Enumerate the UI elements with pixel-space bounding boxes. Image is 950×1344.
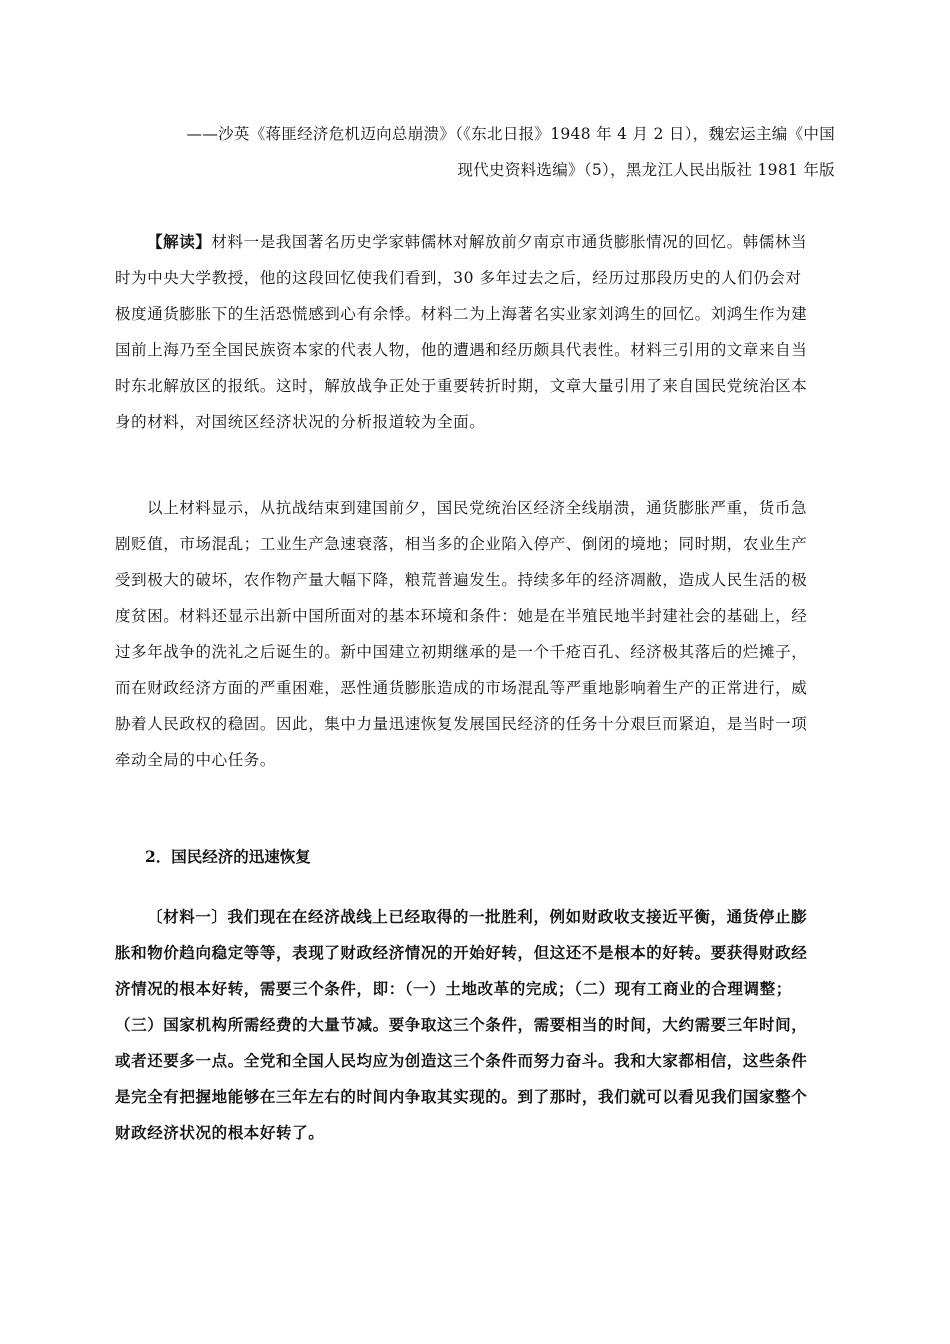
paragraph-line: 或者还要多一点。全党和全国人民均应为创造这三个条件而努力奋斗。我和大家都相信，这些条件 bbox=[115, 1051, 808, 1070]
paragraph-line: 牵动全局的中心任务。 bbox=[115, 751, 277, 769]
paragraph-line: 国前上海乃至全国民族资本家的代表人物，他的遭遇和经历颇具代表性。材料三引用的文章来自当 bbox=[115, 341, 808, 359]
paragraph-line: （三）国家机构所需经费的大量节减。要争取这三个条件，需要相当的时间，大约需要三年时间， bbox=[115, 1015, 808, 1034]
paragraph-line: 剧贬值，市场混乱；工业生产急速衰落，相当多的企业陷入停产、倒闭的境地；同时期，农业生产 bbox=[115, 535, 808, 553]
paragraph-line: 财政经济状况的根本好转了。 bbox=[115, 1123, 325, 1142]
paragraph-line: 度贫困。材料还显示出新中国所面对的基本环境和条件：她是在半殖民地半封建社会的基础上，经 bbox=[115, 607, 808, 625]
paragraph-line: 而在财政经济方面的严重困难，恶性通货膨胀造成的市场混乱等严重地影响着生产的正常进行，威 bbox=[115, 679, 808, 697]
paragraph-line: 受到极大的破坏，农作物产量大幅下降，粮荒普遍发生。持续多年的经济凋敝，造成人民生活的极 bbox=[115, 571, 808, 589]
section-heading: 2．国民经济的迅速恢复 bbox=[145, 847, 311, 866]
paragraph-line: 是完全有把握地能够在三年左右的时间内争取其实现的。到了那时，我们就可以看见我们国家整个 bbox=[115, 1087, 808, 1106]
material-one-paragraph bbox=[115, 899, 835, 1151]
paragraph-line: 过多年战争的洗礼之后诞生的。新中国建立初期继承的是一个千疮百孔、经济极其落后的烂摊子， bbox=[115, 643, 808, 661]
citation-line: ——沙英《蒋匪经济危机迈向总崩溃》（《东北日报》1948 年 4 月 2 日），魏宏运主编《中国 bbox=[186, 125, 835, 143]
source-citation bbox=[115, 116, 835, 188]
paragraph-line: 身的材料，对国统区经济状况的分析报道较为全面。 bbox=[115, 413, 486, 431]
paragraph-line: 〔材料一〕我们现在在经济战线上已经取得的一批胜利，例如财政收支接近平衡，通货停止膨 bbox=[147, 907, 808, 926]
paragraph-line: 胁着人民政权的稳固。因此，集中力量迅速恢复发展国民经济的任务十分艰巨而紧迫，是当时一项 bbox=[115, 715, 808, 733]
interpretation-text: 材料一是我国著名历史学家韩儒林对解放前夕南京市通货膨胀情况的回忆。韩儒林当 bbox=[211, 233, 808, 251]
paragraph-line: 胀和物价趋向稳定等等，表现了财政经济情况的开始好转，但这还不是根本的好转。要获得财政经 bbox=[115, 943, 808, 962]
paragraph-line: 时东北解放区的报纸。这时，解放战争正处于重要转折时期，文章大量引用了来自国民党统治区本 bbox=[115, 377, 808, 395]
summary-paragraph bbox=[115, 490, 835, 778]
citation-line: 现代史资料选编》（5），黑龙江人民出版社 1981 年版 bbox=[457, 161, 835, 179]
paragraph-line: 以上材料显示，从抗战结束到建国前夕，国民党统治区经济全线崩溃，通货膨胀严重，货币急 bbox=[147, 499, 808, 517]
interpretation-label: 【解读】 bbox=[147, 232, 212, 251]
paragraph-line bbox=[115, 224, 835, 260]
interpretation-paragraph bbox=[115, 224, 835, 440]
paragraph-line: 极度通货膨胀下的生活恐慌感到心有余悸。材料二为上海著名实业家刘鸿生的回忆。刘鸿生作为建 bbox=[115, 305, 808, 323]
paragraph-line: 时为中央大学教授，他的这段回忆使我们看到，30 多年过去之后，经历过那段历史的人们仍会对 bbox=[115, 269, 802, 287]
paragraph-line: 济情况的根本好转，需要三个条件，即：（一）土地改革的完成；（二）现有工商业的合理调整； bbox=[115, 979, 792, 998]
